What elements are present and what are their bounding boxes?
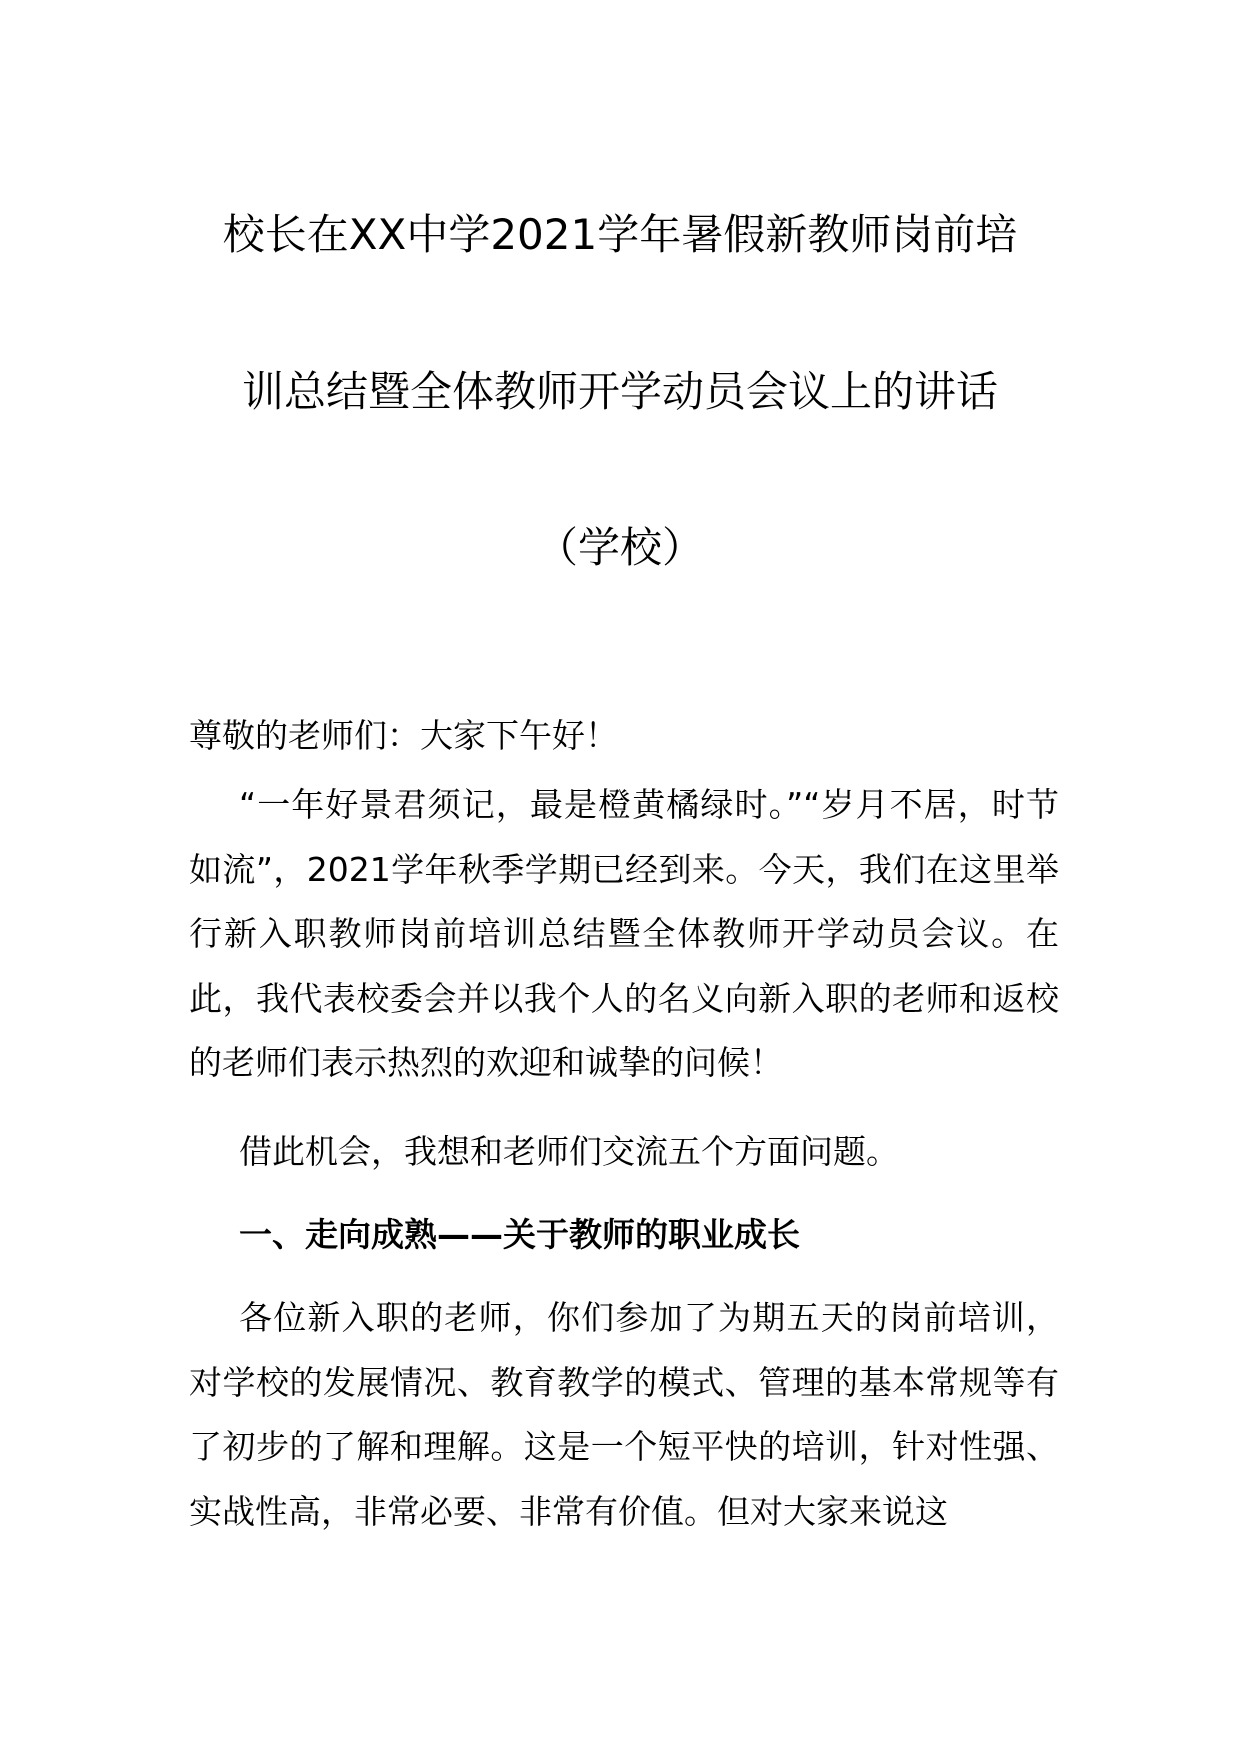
title-line-3: （学校）: [535, 523, 704, 572]
title-line-2: 训总结暨全体教师开学动员会议上的讲话: [241, 367, 998, 416]
paragraph-section-1: 各位新入职的老师，你们参加了为期五天的岗前培训，对学校的发展情况、教育教学的模式、管理的基本常规等有了初步的了解和理解。这是一个短平快的培训，针对性强、实战性高，非常必要、非常有价值。但对大家来说这: [189, 1298, 1059, 1531]
paragraph-opening: “一年好景君须记，最是橙黄橘绿时。”“岁月不居，时节如流”，2021学年秋季学期已经到来。今天，我们在这里举行新入职教师岗前培训总结暨全体教师开学动员会议。在此，我代表校委会并以我个人的名义向新入职的老师和返校的老师们表示热烈的欢迎和诚挚的问候！: [189, 785, 1059, 1082]
paragraph-intro: 借此机会，我想和老师们交流五个方面问题。: [239, 1132, 899, 1171]
section-heading: 一、走向成熟——关于教师的职业成长: [239, 1215, 800, 1254]
title-line-1: 校长在XX中学2021学年暑假新教师岗前培: [222, 210, 1018, 259]
greeting: 尊敬的老师们：大家下午好！: [189, 716, 618, 755]
